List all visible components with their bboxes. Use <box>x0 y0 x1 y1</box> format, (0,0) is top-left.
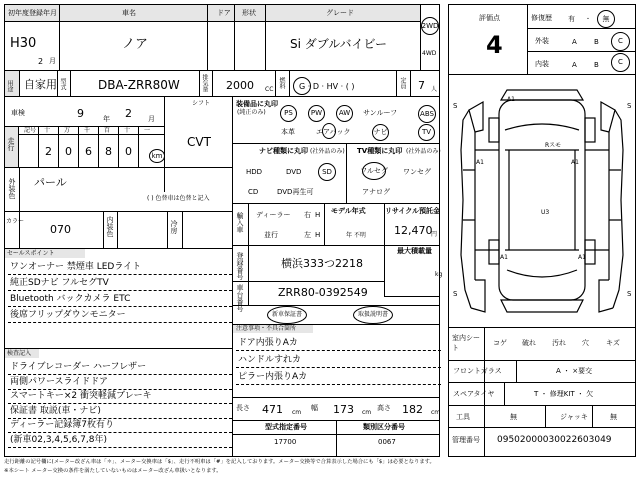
diagram-mark-s-bl: S <box>453 290 458 298</box>
spare-tire-value: T ・ 修理KIT ・ 欠 <box>534 390 594 398</box>
length-value: 471 <box>262 403 283 416</box>
warranty-book: 新車保証書 <box>267 306 307 324</box>
registration-value: 横浜333つ2218 <box>281 257 363 270</box>
inspection-year-unit: 年 <box>103 115 110 123</box>
sales-point-line-rule <box>8 290 232 291</box>
mileage-digit: 6 <box>85 145 92 158</box>
registration-label: 登録番号 <box>236 252 244 280</box>
displacement-label: 排気量 <box>201 74 208 92</box>
tools-label: 工具 <box>456 413 470 421</box>
capacity-value: 7 <box>418 79 425 92</box>
chassis-value: ZRR80-0392549 <box>278 286 368 299</box>
car-name: ノア <box>122 37 149 52</box>
tv-box-title: TV種類に丸印 <box>357 147 403 155</box>
mileage-col-divider <box>58 126 59 167</box>
navi-item-dvd-play: DVD再生可 <box>277 188 314 196</box>
use-label: 用途 <box>6 80 13 92</box>
drive-4wd: 4WD <box>422 50 437 57</box>
diagram-label-a1-rear-left: A1 <box>500 254 508 261</box>
recycle-label: 冷房 <box>170 220 178 234</box>
height-value: 182 <box>402 403 423 416</box>
inspector-line-rule <box>8 418 232 419</box>
import-left: 左 <box>304 231 311 239</box>
notes-line: ドア内張りAカ <box>238 338 298 348</box>
diagram-label-a1-left: A1 <box>476 159 484 166</box>
type-label: 型式指定番号 <box>265 423 307 431</box>
notes-line-rule <box>236 367 441 368</box>
ext-b: B <box>594 38 599 46</box>
width-unit: cm <box>362 409 372 416</box>
equip-navi: ナビ <box>372 124 389 141</box>
mileage-digit-header: 十 <box>44 127 51 134</box>
exterior-note: ( ) 色替車は色替と記入 <box>147 195 210 202</box>
notes-line-rule <box>236 384 441 385</box>
mileage-digit-header: 万 <box>64 127 71 134</box>
diagram-mark-s-tl: S <box>453 102 458 110</box>
shift-value: CVT <box>187 135 211 149</box>
seat-item-ana: 穴 <box>582 339 589 347</box>
inspector-line: (新車02,3,4,5,6,7,8年) <box>10 434 107 445</box>
import-left-h: H <box>315 231 321 239</box>
inspector-line-rule <box>8 447 232 448</box>
sales-point-line: 純正SDナビ フルセグTV <box>10 278 109 288</box>
grade-label: グレード <box>326 9 354 17</box>
displacement-value: 2000 <box>226 79 254 92</box>
drive-2wd-circle <box>421 17 439 35</box>
equip-aircon: エアバック <box>316 128 351 136</box>
shape-label: 形状 <box>242 9 256 17</box>
import-parallel: 並行 <box>264 231 278 239</box>
use-value: 自家用 <box>24 78 57 91</box>
height-label: 高さ <box>377 404 391 412</box>
diagram-label-u3: U3 <box>541 209 550 216</box>
mileage-digit-header: 千 <box>84 127 91 134</box>
mgmt-label: 管理番号 <box>452 436 480 444</box>
interior-color-label: 内装色 <box>106 216 114 237</box>
int-c: C <box>611 53 630 72</box>
equip-ps: PS <box>280 105 297 122</box>
mileage-km-unit: km <box>149 149 165 163</box>
shift-label: シフト <box>192 100 211 107</box>
car-name-label: 車名 <box>122 9 136 17</box>
sales-point-line-rule <box>8 274 232 275</box>
mileage-digit: 8 <box>105 145 112 158</box>
int-a: A <box>572 61 577 69</box>
mileage-col-divider <box>38 126 39 167</box>
model-year-value: 年 不明 <box>346 232 366 239</box>
import-label: 輸入車 <box>236 212 244 233</box>
jack-label: ジャッキ <box>560 413 588 421</box>
tv-item-oneseg: ワンセグ <box>403 168 431 176</box>
jack-value: 無 <box>610 413 617 421</box>
ext-c: C <box>611 32 630 51</box>
inspector-line: スマートキー×2 衝突軽減ブレーキ <box>10 391 152 401</box>
diagram-label-a1-rear-right: A1 <box>578 254 586 261</box>
recycle-fee-yen: 円 <box>431 231 438 238</box>
mileage-digit: 0 <box>65 145 72 158</box>
notes-line-rule <box>236 350 441 351</box>
mileage-digit-header: 十 <box>124 127 131 134</box>
inspector-line-rule <box>8 432 232 433</box>
sales-point-line: ワンオーナー 禁煙車 LEDライト <box>10 262 142 272</box>
max-load-label: 最大積載量 <box>397 247 432 255</box>
navi-item-hdd: HDD <box>246 168 263 176</box>
front-glass-label: フロントガラス <box>453 367 502 375</box>
inspector-line-rule <box>8 374 232 375</box>
navi-box-title: ナビ種類に丸印 <box>259 147 308 155</box>
sales-point-line: Bluetooth バックカメラ ETC <box>10 294 131 304</box>
recycle-fee-value: 12,470 <box>394 224 433 237</box>
interior-grade-label: 内装 <box>535 60 549 68</box>
manual-book: 取扱説明書 <box>353 306 393 324</box>
fuel-options: G · D · HV · ( ) <box>299 82 355 91</box>
equipment-sub: (純正のみ) <box>237 109 266 116</box>
import-right: 右 <box>304 211 311 219</box>
inspector-label: 検査記入 <box>7 350 32 357</box>
seat-item-yogore: 汚れ <box>552 339 566 347</box>
interior-seat-label: 室内シート <box>452 334 480 352</box>
diagram-label-rsmo: Rスモ <box>545 142 562 149</box>
fuel-label: 燃料 <box>278 77 285 89</box>
mileage-digit-header: 記号 <box>24 127 37 134</box>
equip-abs: ABS <box>418 105 436 123</box>
front-glass-value: A ・ ×要交 <box>556 367 593 375</box>
notes-line: ピラー内張りAカ <box>238 372 308 382</box>
mileage-col-divider <box>98 126 99 167</box>
length-unit: cm <box>292 409 302 416</box>
diagram-mark-s-br: S <box>627 290 632 298</box>
sales-point-line-rule <box>8 306 232 307</box>
inspection-month: 2 <box>125 107 132 120</box>
footer-line-2: ※本シート メーター交換の条件を満たしていないものはメーター改ざん車扱いとなります。 <box>4 468 222 474</box>
inspection-year: 9 <box>77 107 84 120</box>
width-value: 173 <box>333 403 354 416</box>
exterior-label: 外装色 <box>8 178 16 199</box>
notes-label: 注意事項・不具合箇所 <box>236 325 297 332</box>
model-label: 型式 <box>59 78 66 90</box>
seat-item-yabure: 破れ <box>522 339 536 347</box>
int-b: B <box>594 61 599 69</box>
equip-airbag-circle <box>322 123 336 139</box>
diagram-label-a1-right: A1 <box>571 159 579 166</box>
seat-item-koge: コゲ <box>493 339 507 347</box>
mileage-digit-header: 一 <box>144 127 151 134</box>
model-value: DBA-ZRR80W <box>98 78 180 92</box>
width-label: 幅 <box>311 404 318 412</box>
color-code-value: 070 <box>50 223 71 236</box>
door-label: ドア <box>217 9 231 17</box>
mileage-col-divider <box>118 126 119 167</box>
footer-line-1: 走行距離の記号欄に(メーター改ざん車は「＊」、メーター交換車は「$」、走行不明車は「#」を記入しております。メーター交換等で合算表示した場合にも「$」は必要となります。 <box>4 459 435 465</box>
class-label: 類別区分番号 <box>363 423 405 431</box>
tools-value: 無 <box>510 413 517 421</box>
navi-item-dvd: DVD <box>286 168 302 176</box>
mileage-digit: 2 <box>45 145 52 158</box>
exterior-color: パール <box>34 176 67 189</box>
seat-item-kizu: キズ <box>606 339 620 347</box>
inspector-line-rule <box>8 389 232 390</box>
repair-yes: 有 <box>568 15 575 23</box>
inspector-line-rule <box>8 403 232 404</box>
score-value: 4 <box>486 31 503 59</box>
type-value: 17700 <box>274 438 297 446</box>
equip-pw: PW <box>308 105 325 122</box>
class-value: 0067 <box>378 438 396 446</box>
mileage-label: 走行 <box>7 137 15 151</box>
mileage-digit-header: 百 <box>104 127 111 134</box>
equip-leather: 本革 <box>281 128 295 136</box>
import-dealer: ディーラー <box>256 211 291 219</box>
recycle-fee-label: リサイクル預託金 <box>385 207 441 215</box>
inspector-line: ドライブレコーダー ハーフレザー <box>10 362 147 372</box>
drive-2wd: 2WD <box>421 21 439 30</box>
diagram-mark-s-tr: S <box>627 102 632 110</box>
tv-item-fullseg: フルセグ <box>362 162 386 180</box>
length-label: 長さ <box>236 404 250 412</box>
inspection-month-unit: 月 <box>148 115 155 123</box>
navi-box-sub: (社外品のみ) <box>310 148 345 155</box>
navi-item-sd: SD <box>318 163 336 181</box>
navi-item-cd: CD <box>248 188 259 196</box>
equip-sunroof: サンルーフ <box>363 109 398 117</box>
first-reg-era: H30 <box>10 36 37 51</box>
equip-tv: TV <box>418 124 435 141</box>
inspector-line: 両側パワースライドドア <box>10 376 109 387</box>
diagram-label-a1-front: A1 <box>507 96 515 103</box>
ext-a: A <box>572 38 577 46</box>
inspector-line: 保証書 取説(車・ナビ) <box>10 405 101 416</box>
repair-no: 無 <box>597 10 615 28</box>
chassis-label: 車台番号 <box>236 284 244 312</box>
car-damage-diagram <box>449 80 635 320</box>
model-year-label: モデル年式 <box>331 207 366 215</box>
tv-box-sub: (社外品のみ) <box>406 148 441 155</box>
height-unit: cm <box>431 409 441 416</box>
inspector-line: ディーラー記録簿7枚有り <box>10 420 115 430</box>
score-label: 評価点 <box>479 14 500 22</box>
sales-point-label: セールスポイント <box>7 250 55 257</box>
mileage-col-divider <box>138 126 139 167</box>
first-reg-label: 初年度登録年月 <box>8 9 57 17</box>
max-load-unit: kg <box>435 271 443 278</box>
notes-line: ハンドルすれカ <box>238 355 302 365</box>
sales-point-line-rule <box>8 322 232 323</box>
color-code-label: カラー <box>6 218 25 225</box>
first-reg-month: 2 <box>38 57 44 66</box>
tv-item-analog: アナログ <box>362 188 390 196</box>
import-right-h: H <box>315 211 321 219</box>
equipment-label: 装備品に丸印 <box>236 100 278 108</box>
cc-unit: CC <box>265 86 274 93</box>
grade-value: Si ダブルバイビー <box>290 37 387 51</box>
inspection-label: 車検 <box>11 109 25 117</box>
mileage-col-divider <box>78 126 79 167</box>
mileage-digit: 0 <box>125 145 132 158</box>
equip-aw: AW <box>336 105 353 122</box>
first-reg-month-unit: 月 <box>49 57 56 65</box>
capacity-label: 定員 <box>399 77 406 89</box>
mgmt-value: 0950200003002260​3049 <box>497 435 612 445</box>
spare-tire-label: スペアタイヤ <box>453 390 495 398</box>
exterior-grade-label: 外装 <box>535 37 549 45</box>
capacity-unit: 人 <box>431 86 438 93</box>
repair-label: 修復歴 <box>531 14 552 22</box>
sales-point-line: 後席フリップダウンモニター <box>10 310 126 320</box>
